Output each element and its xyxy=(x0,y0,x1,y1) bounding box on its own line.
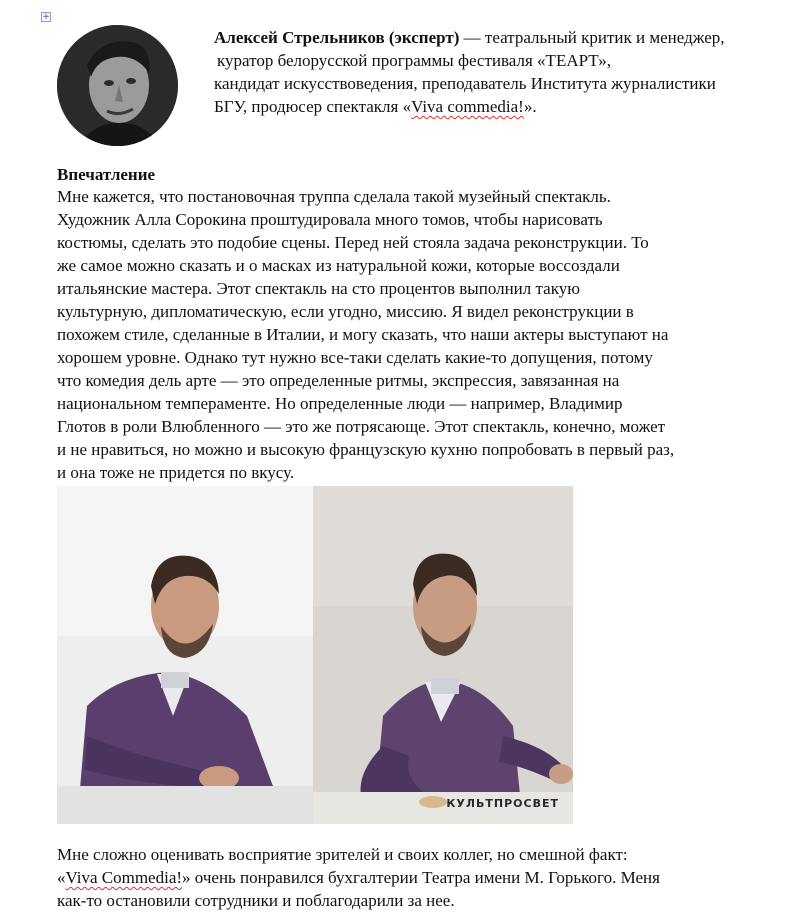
impression-line: хорошем уровне. Однако тут нужно все-таки сделать какие-то допущения, потому xyxy=(57,348,653,367)
impression-line: итальянские мастера. Этот спектакль на сто процентов выполнил такую xyxy=(57,279,580,298)
impression-line: Художник Алла Сорокина проштудировала много томов, чтобы нарисовать xyxy=(57,210,603,229)
impression-line: Глотов в роли Влюбленного — это же потрясающе. Этот спектакль, конечно, может xyxy=(57,417,666,436)
move-table-icon[interactable]: + xyxy=(42,12,50,22)
photo-watermark: КУЛЬТПРОСВЕТ xyxy=(446,797,559,810)
impression-line: национальном темпераменте. Но определенные люди — например, Владимир xyxy=(57,394,623,413)
impression-paragraph xyxy=(57,185,737,484)
photo-left-illustration xyxy=(57,486,313,824)
photo-left xyxy=(57,486,313,824)
impression-line: костюмы, сделать это подобие сцены. Перед ней стояла задача реконструкции. То xyxy=(57,233,649,252)
bio-line-4-end: ». xyxy=(523,97,537,116)
impression-line: похожем стиле, сделанные в Италии, и могу сказать, что наши актеры выступают на xyxy=(57,325,669,344)
photo-right-illustration xyxy=(313,486,573,824)
photo-right xyxy=(313,486,573,824)
expert-portrait xyxy=(57,25,178,146)
impression-line: Мне кажется, что постановочная труппа сделала такой музейный спектакль. xyxy=(57,187,611,206)
closing-quote-open: « xyxy=(57,868,66,887)
section-heading: Впечатление xyxy=(57,165,156,184)
closing-paragraph xyxy=(57,843,737,912)
impression-line: и она тоже не придется по вкусу. xyxy=(57,463,295,482)
bio-line-4-start: БГУ, продюсер спектакля « xyxy=(214,97,412,116)
impression-line: что комедия дель арте — это определенные ритмы, экспрессия, завязанная на xyxy=(57,371,620,390)
expert-name: Алексей Стрельников (эксперт) xyxy=(214,28,460,47)
bio-line-4 xyxy=(214,95,779,118)
bio-role: — театральный критик и менеджер, xyxy=(459,28,725,47)
show-title-mention: Viva Commedia! xyxy=(65,868,183,887)
portrait-illustration xyxy=(57,25,178,146)
impression-line: культурную, дипломатическую, если угодно, миссию. Я видел реконструкции в xyxy=(57,302,634,321)
closing-line-2-rest: » очень понравился бухгалтерии Театра имени М. Горького. Меня xyxy=(182,868,660,887)
bio-line-2: куратор белорусской программы фестиваля «ТЕАРТ», xyxy=(217,51,611,70)
bio-line-3: кандидат искусствоведения, преподаватель Института журналистики xyxy=(214,74,716,93)
impression-line: же самое можно сказать и о масках из натуральной кожи, которые воссоздали xyxy=(57,256,620,275)
bio-line-1 xyxy=(214,26,779,49)
expert-bio xyxy=(214,26,779,118)
closing-line-2 xyxy=(57,866,737,889)
impression-line: и не нравиться, но можно и высокую французскую кухню попробовать в первый раз, xyxy=(57,440,675,459)
closing-line-1: Мне сложно оценивать восприятие зрителей и своих коллег, но смешной факт: xyxy=(57,845,628,864)
closing-line-3: как-то остановили сотрудники и поблагодарили за нее. xyxy=(57,891,455,910)
show-title-link: Viva commedia! xyxy=(411,97,524,116)
photo-collage xyxy=(57,486,573,824)
